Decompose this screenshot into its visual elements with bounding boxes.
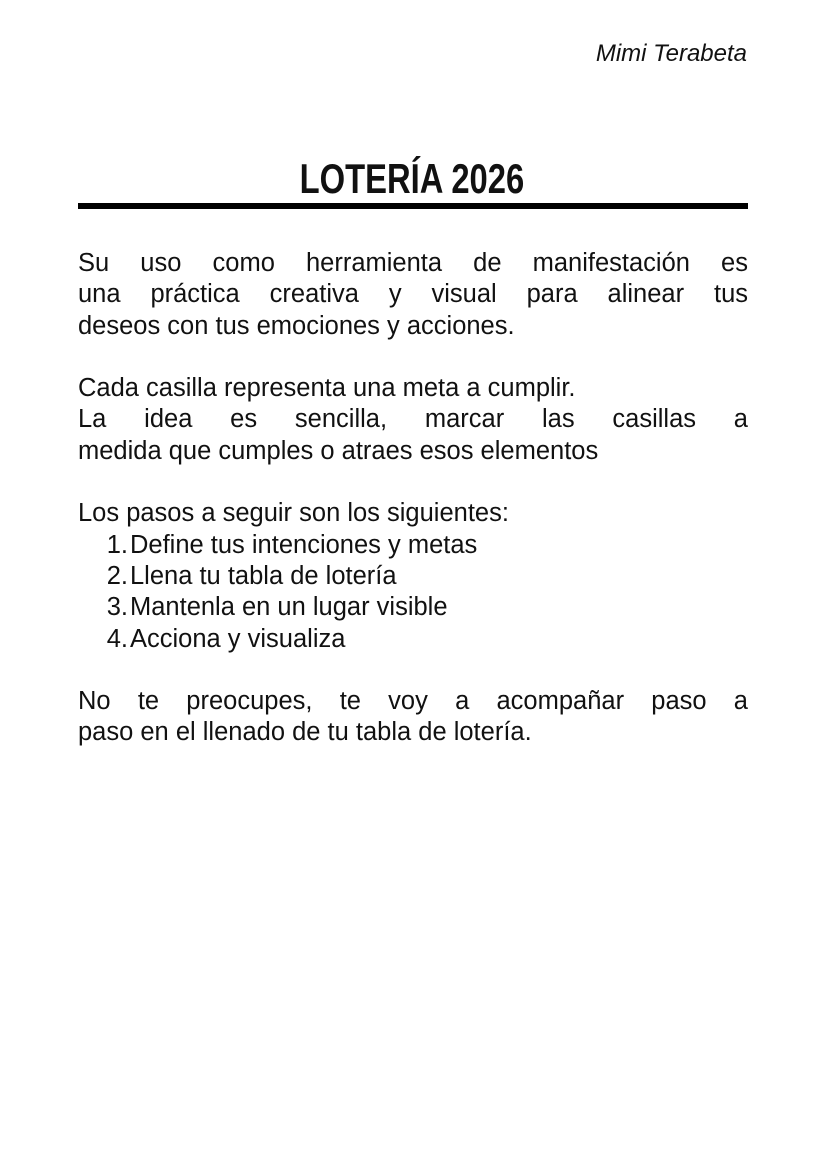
paragraph-intro xyxy=(78,248,748,342)
page-title xyxy=(0,155,824,203)
author-name: Mimi Terabeta xyxy=(595,40,747,67)
text-line: paso en el llenado de tu tabla de lotería. xyxy=(78,718,532,747)
text-line: No te preocupes, te voy a acompañar paso a xyxy=(78,687,748,716)
step-item xyxy=(78,592,748,623)
document-body xyxy=(78,248,748,749)
steps-intro: Los pasos a seguir son los siguientes: xyxy=(78,499,509,528)
steps-section xyxy=(78,498,748,654)
step-item xyxy=(78,624,748,655)
step-number: 4. xyxy=(106,624,128,653)
step-number: 1. xyxy=(106,530,128,559)
step-text: Define tus intenciones y metas xyxy=(130,530,478,559)
step-number: 2. xyxy=(106,561,128,590)
step-text: Llena tu tabla de lotería xyxy=(130,561,397,590)
step-text: Acciona y visualiza xyxy=(130,624,346,653)
text-line: deseos con tus emociones y acciones. xyxy=(78,311,515,340)
text-line: una práctica creativa y visual para alinear tus xyxy=(78,280,748,309)
text-line: La idea es sencilla, marcar las casillas a xyxy=(78,405,748,434)
page-title-text: LOTERÍA 2026 xyxy=(299,155,525,202)
paragraph-description xyxy=(78,373,748,467)
text-line: Cada casilla representa una meta a cumplir. xyxy=(78,374,576,403)
step-item xyxy=(78,561,748,592)
paragraph-closing xyxy=(78,686,748,749)
title-divider xyxy=(78,203,748,209)
text-line: Su uso como herramienta de manifestación es xyxy=(78,249,748,277)
step-number: 3. xyxy=(106,593,128,622)
text-line: medida que cumples o atraes esos elementos xyxy=(78,436,599,465)
step-item xyxy=(78,530,748,561)
step-text: Mantenla en un lugar visible xyxy=(130,593,448,622)
